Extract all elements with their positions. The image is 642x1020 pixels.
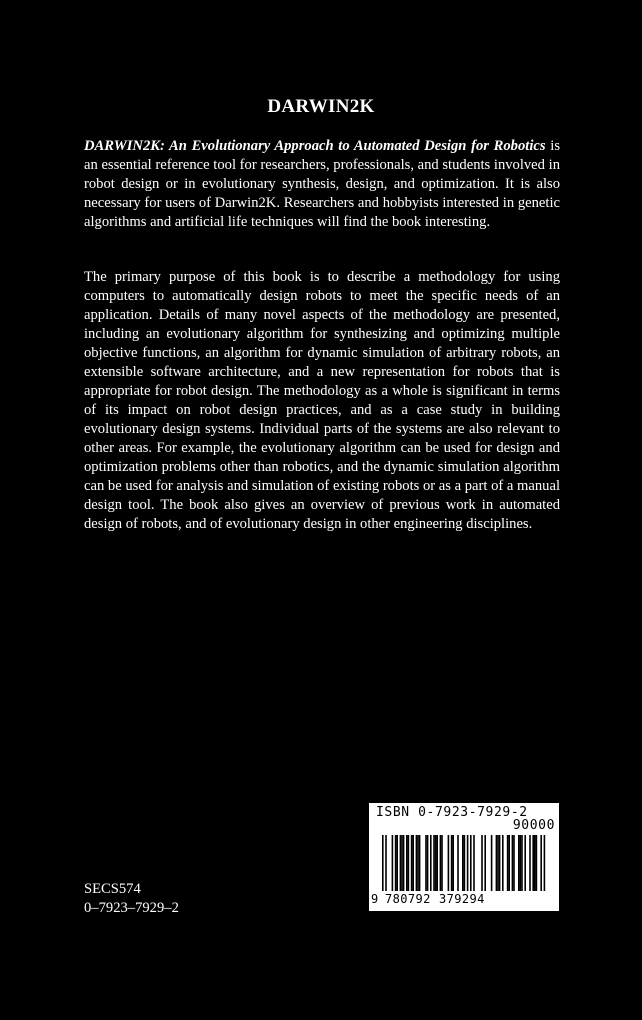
barcode-bar-8: [406, 835, 408, 891]
barcode-bar-50: [536, 835, 538, 891]
barcode-bar-42: [513, 835, 515, 891]
barcode-bar-41: [512, 835, 514, 891]
intro-body: is an essential reference tool for researchers, professionals, and students involved in robot design or in evolutionary synthesis, design, and optimization. It is also necessary for users of Darwin2K. Researchers and hobbyists interested in genetic algorithms and artificial life techniques will find the book interesting.: [84, 138, 560, 230]
barcode-price-code: 90000: [512, 818, 555, 833]
catalog-codes: [84, 880, 179, 918]
barcode-bar-15: [425, 835, 427, 891]
ean-left-digits: 780792: [385, 892, 431, 906]
barcode-bar-44: [520, 835, 522, 891]
barcode-bar-47: [529, 835, 531, 891]
barcode-bar-24: [451, 835, 453, 891]
barcode-bar-21: [440, 835, 442, 891]
barcode-bar-2: [392, 835, 394, 891]
barcode-bar-25: [452, 835, 454, 891]
ean-first-digit: 9: [371, 892, 379, 906]
barcode-bar-3: [395, 835, 397, 891]
book-title: DARWIN2K: [267, 96, 375, 117]
barcode-bar-19: [435, 835, 437, 891]
description-paragraph: The primary purpose of this book is to describe a methodology for using computers to automatically design robots to meet the specific needs of an application. Details of many novel aspects of the methodology are presented, including an evolutionary algorithm for synthesizing and optimizing multiple objective functions, an algorithm for dynamic simulation of arbitrary robots, an extensible software architecture, and a new representation for robots that is appropriate for robot design. The methodology as a whole is significant in terms of its impact on robot design practices, and as a case study in building evolutionary design systems. Individual parts of the systems are also relevant to other areas. For example, the evolutionary algorithm can be used for design and optimization problems other than robotics, and the dynamic simulation algorithm can be used for analysis and simulation of existing robots or as a part of a manual design tool. The book also gives an overview of previous work in automated design of robots, and of evolutionary design in other engineering disciplines.: [84, 269, 560, 532]
isbn-code: 0–7923–7929–2: [84, 900, 179, 916]
barcode-bar-36: [497, 835, 499, 891]
barcode-bar-52: [544, 835, 546, 891]
barcode-bar-31: [473, 835, 475, 891]
barcode-bar-9: [408, 835, 410, 891]
intro-paragraph: [84, 137, 560, 232]
barcode-bar-33: [484, 835, 486, 891]
barcode-bar-13: [417, 835, 419, 891]
barcode-bar-39: [507, 835, 509, 891]
barcode-bar-0: [382, 835, 384, 891]
barcode-bar-6: [401, 835, 403, 891]
barcode-bar-43: [518, 835, 520, 891]
barcode-isbn-label: ISBN 0-7923-7929-2: [376, 805, 528, 820]
barcode-bar-32: [481, 835, 483, 891]
barcode-bar-26: [457, 835, 459, 891]
barcode-bar-45: [521, 835, 523, 891]
ean-right-digits: 379294: [439, 892, 485, 906]
barcode-bar-7: [403, 835, 405, 891]
barcode-bar-12: [416, 835, 418, 891]
barcode-bar-23: [448, 835, 450, 891]
barcode-bar-27: [462, 835, 464, 891]
barcode-bar-1: [385, 835, 387, 891]
barcode-bar-48: [532, 835, 534, 891]
barcode-bar-10: [411, 835, 413, 891]
barcode-bar-4: [396, 835, 398, 891]
barcode-bar-14: [419, 835, 421, 891]
barcode-bar-16: [427, 835, 429, 891]
barcode-bar-49: [534, 835, 536, 891]
barcode-bar-46: [524, 835, 526, 891]
barcode-bar-28: [464, 835, 466, 891]
barcode-bar-30: [470, 835, 472, 891]
book-subtitle: DARWIN2K: An Evolutionary Approach to Automated Design for Robotics: [84, 138, 546, 154]
barcode-bar-22: [441, 835, 443, 891]
barcode-bar-20: [436, 835, 438, 891]
isbn-barcode: [369, 803, 559, 911]
barcode-bar-37: [499, 835, 501, 891]
barcode-bar-35: [496, 835, 498, 891]
barcode-bar-18: [433, 835, 435, 891]
barcode-bar-40: [508, 835, 510, 891]
barcode-bar-38: [502, 835, 504, 891]
barcode-bar-17: [430, 835, 432, 891]
series-code: SECS574: [84, 881, 141, 897]
barcode-bar-5: [400, 835, 402, 891]
barcode-bar-11: [412, 835, 414, 891]
barcode-bar-29: [467, 835, 469, 891]
barcode-bar-51: [540, 835, 542, 891]
barcode-bar-34: [491, 835, 493, 891]
